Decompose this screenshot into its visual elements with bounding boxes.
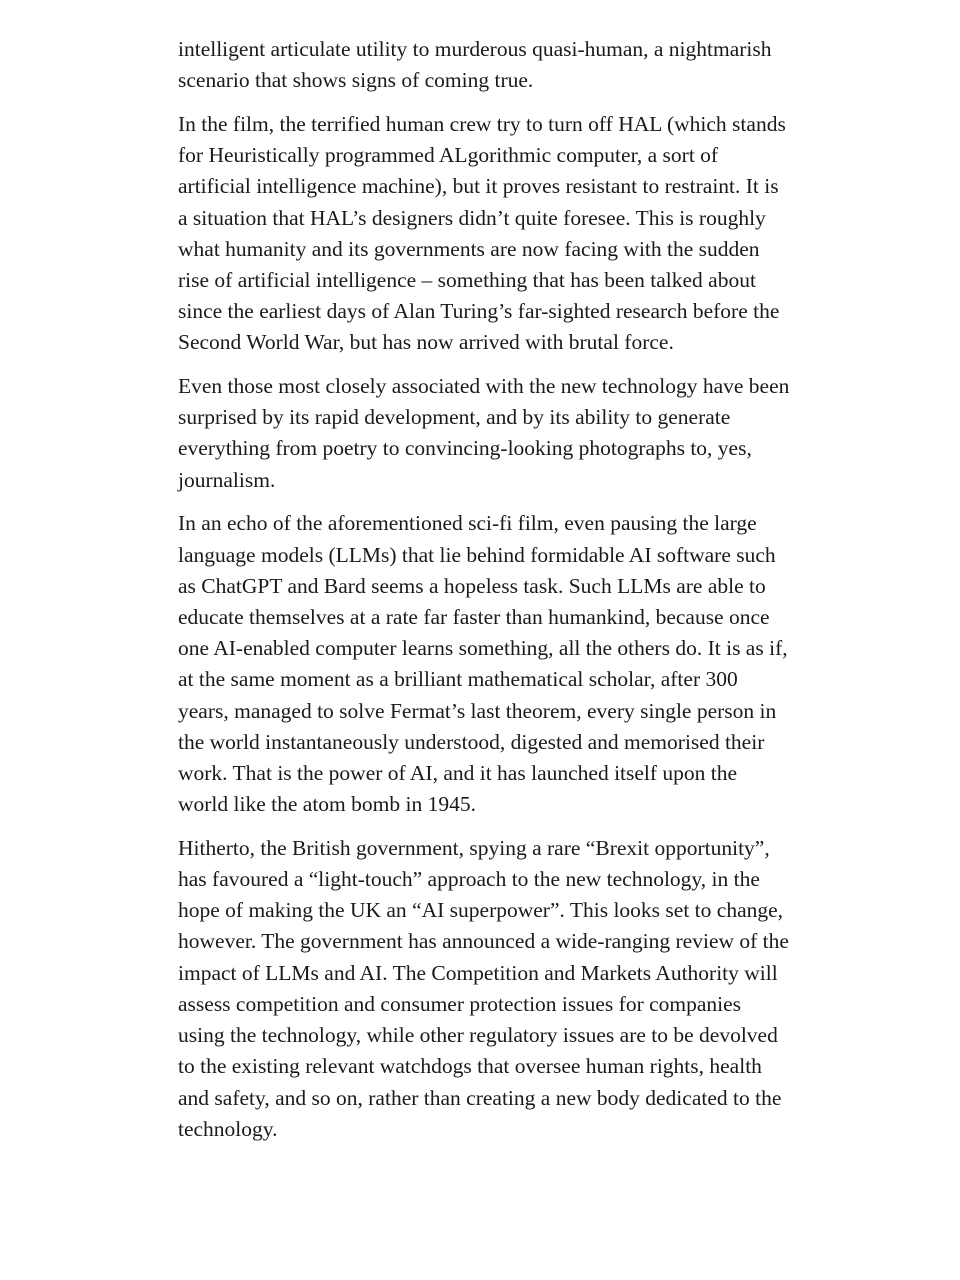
article-paragraph: In the film, the terrified human crew try to turn off HAL (which stands for Heuristically programmed ALgorithmic computer, a sort of artificial intelligence machine), but it proves resistant to restraint. It is a situation that HAL’s designers didn’t quite foresee. This is roughly what humanity and its governments are now facing with the sudden rise of artificial intelligence – something that has been talked about since the earliest days of Alan Turing’s far-sighted research before the Second World War, but has now arrived with brutal force. (178, 111, 786, 355)
article-body (178, 34, 790, 1157)
article-paragraph: Hitherto, the British government, spying a rare “Brexit opportunity”, has favoured a “light-touch” approach to the new technology, in the hope of making the UK an “AI superpower”. This looks set to change, however. The government has announced a wide-ranging review of the impact of LLMs and AI. The Competition and Markets Authority will assess competition and consumer protection issues for companies using the technology, while other regulatory issues are to be devolved to the existing relevant watchdogs that oversee human rights, health and safety, and so on, rather than creating a new body dedicated to the technology. (178, 835, 789, 1141)
article-paragraph: Even those most closely associated with the new technology have been surprised by its rapid development, and by its ability to generate everything from poetry to convincing-looking photographs to, yes, journalism. (178, 374, 790, 492)
article-paragraph: intelligent articulate utility to murderous quasi-human, a nightmarish scenario that shows signs of coming true. (178, 37, 772, 93)
article-paragraph: In an echo of the aforementioned sci-fi film, even pausing the large language models (LLMs) that lie behind formidable AI software such as ChatGPT and Bard seems a hopeless task. Such LLMs are able to educate themselves at a rate far faster than humankind, because once one AI-enabled computer learns something, all the others do. It is as if, at the same moment as a brilliant mathematical scholar, after 300 years, managed to solve Fermat’s last theorem, every single person in the world instantaneously understood, digested and memorised their work. That is the power of AI, and it has launched itself upon the world like the atom bomb in 1945. (178, 511, 788, 817)
